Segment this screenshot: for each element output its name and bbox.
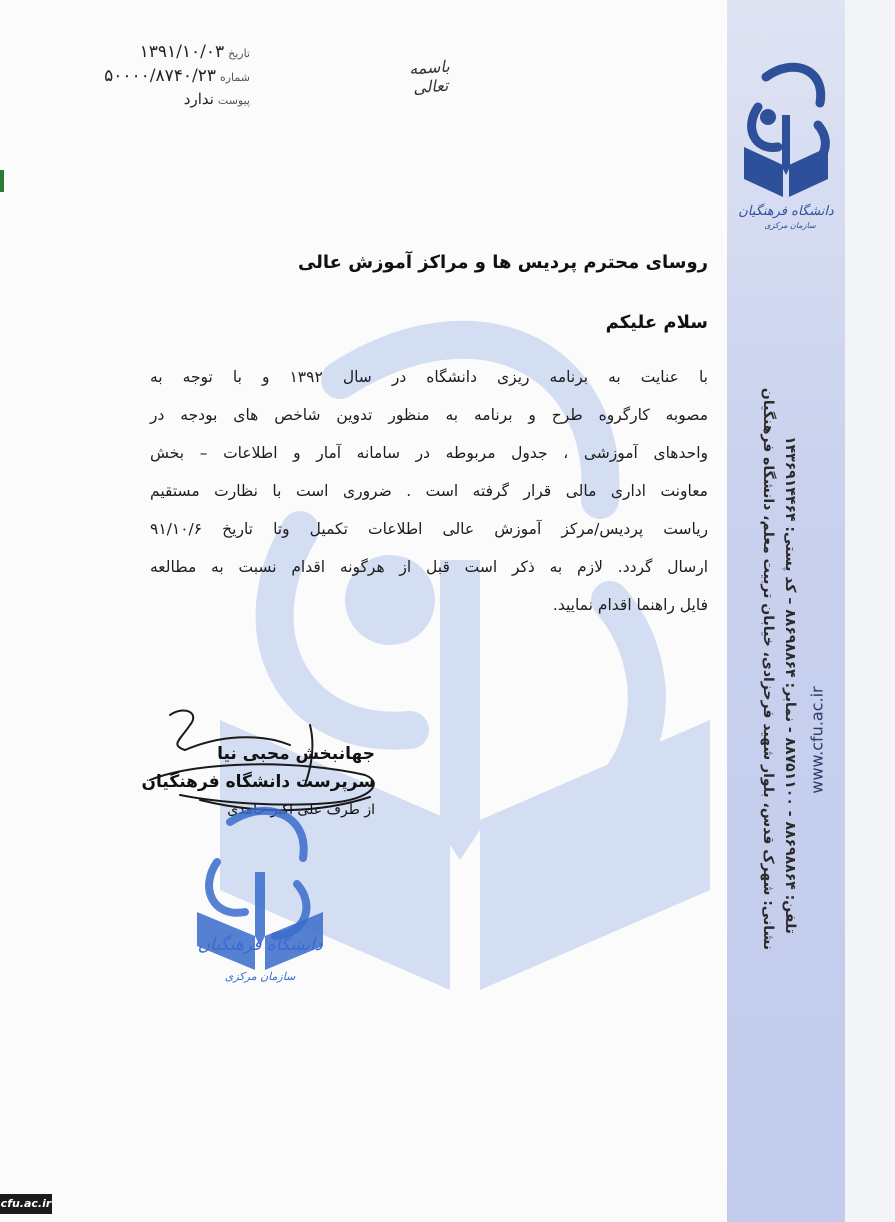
body-line: فایل راهنما اقدام نمایید. bbox=[552, 596, 708, 614]
address-line-1: نشانی: شهرک قدس، بلوار شهید فرحزادی، خیابان تربیت معلم، دانشگاه فرهنگیان bbox=[760, 387, 776, 950]
date-row bbox=[40, 42, 250, 66]
letter-header bbox=[40, 42, 250, 114]
body-line: ریاست پردیس/مرکز آموزش عالی اطلاعات تکمیل وتا تاریخ ۹۱/۱۰/۶ bbox=[150, 520, 708, 538]
stamp-subtitle: سازمان مرکزی bbox=[224, 970, 296, 983]
number-label: شماره bbox=[219, 71, 250, 84]
bismillah-heading: باسمه تعالی bbox=[408, 56, 451, 98]
stamp-name: دانشگاه فرهنگیان bbox=[197, 935, 323, 955]
attachment-row bbox=[40, 90, 250, 114]
recipient-line: روسای محترم پردیس ها و مراکز آموزش عالی bbox=[297, 252, 708, 273]
official-stamp bbox=[185, 800, 335, 1000]
right-margin bbox=[845, 0, 895, 1222]
website-url: www.cfu.ac.ir bbox=[807, 686, 827, 794]
date-value: ۱۳۹۱/۱۰/۰۳ bbox=[139, 42, 225, 62]
date-label: تاریخ bbox=[228, 47, 250, 60]
body-line: واحدهای آموزشی ، جدول مربوطه در سامانه آمار و اطلاعات – بخش bbox=[150, 444, 708, 462]
attachment-label: پیوست bbox=[217, 94, 250, 107]
logo-name: دانشگاه فرهنگیان bbox=[738, 204, 834, 219]
number-row bbox=[40, 66, 250, 90]
body-line: مصوبه کارگروه طرح و برنامه به منظور تدوین شاخص های بودجه در bbox=[150, 406, 708, 424]
address-line-2: تلفن: ۸۸۶۹۸۸۶۴ - ۸۸۷۵۱۱۰۰ - نمابر: ۸۸۶۹۸۸۶۴ – کد پستی: ۱۴۳۶۹۱۴۴۶۴ bbox=[782, 436, 798, 934]
university-logo bbox=[738, 55, 834, 230]
greeting-line: سلام علیکم bbox=[605, 312, 708, 333]
logo-subtitle: سازمان مرکزی bbox=[764, 221, 816, 230]
attachment-value: ندارد bbox=[183, 90, 214, 108]
body-line: ارسال گردد. لازم به ذکر است قبل از هرگونه اقدام نسبت به مطالعه bbox=[150, 558, 708, 576]
letter-body bbox=[150, 362, 708, 628]
body-line: معاونت اداری مالی قرار گرفته است . ضروری است با نظارت مستقیم bbox=[150, 482, 708, 500]
body-line: با عنایت به برنامه ریزی دانشگاه در سال ۱۳۹۲ و با توجه به bbox=[150, 368, 708, 386]
signer-name: جهانبخش محبی نیا bbox=[217, 744, 375, 764]
signer-title: سرپرست دانشگاه فرهنگیان bbox=[141, 772, 375, 792]
number-value: ۵۰۰۰۰/۸۷۴۰/۲۳ bbox=[104, 66, 216, 86]
scan-edge-mark bbox=[0, 170, 4, 192]
signer-on-behalf: از طرف علی اکبر حامدی bbox=[227, 802, 375, 818]
source-watermark-tag: cfu.ac.ir bbox=[0, 1194, 52, 1214]
